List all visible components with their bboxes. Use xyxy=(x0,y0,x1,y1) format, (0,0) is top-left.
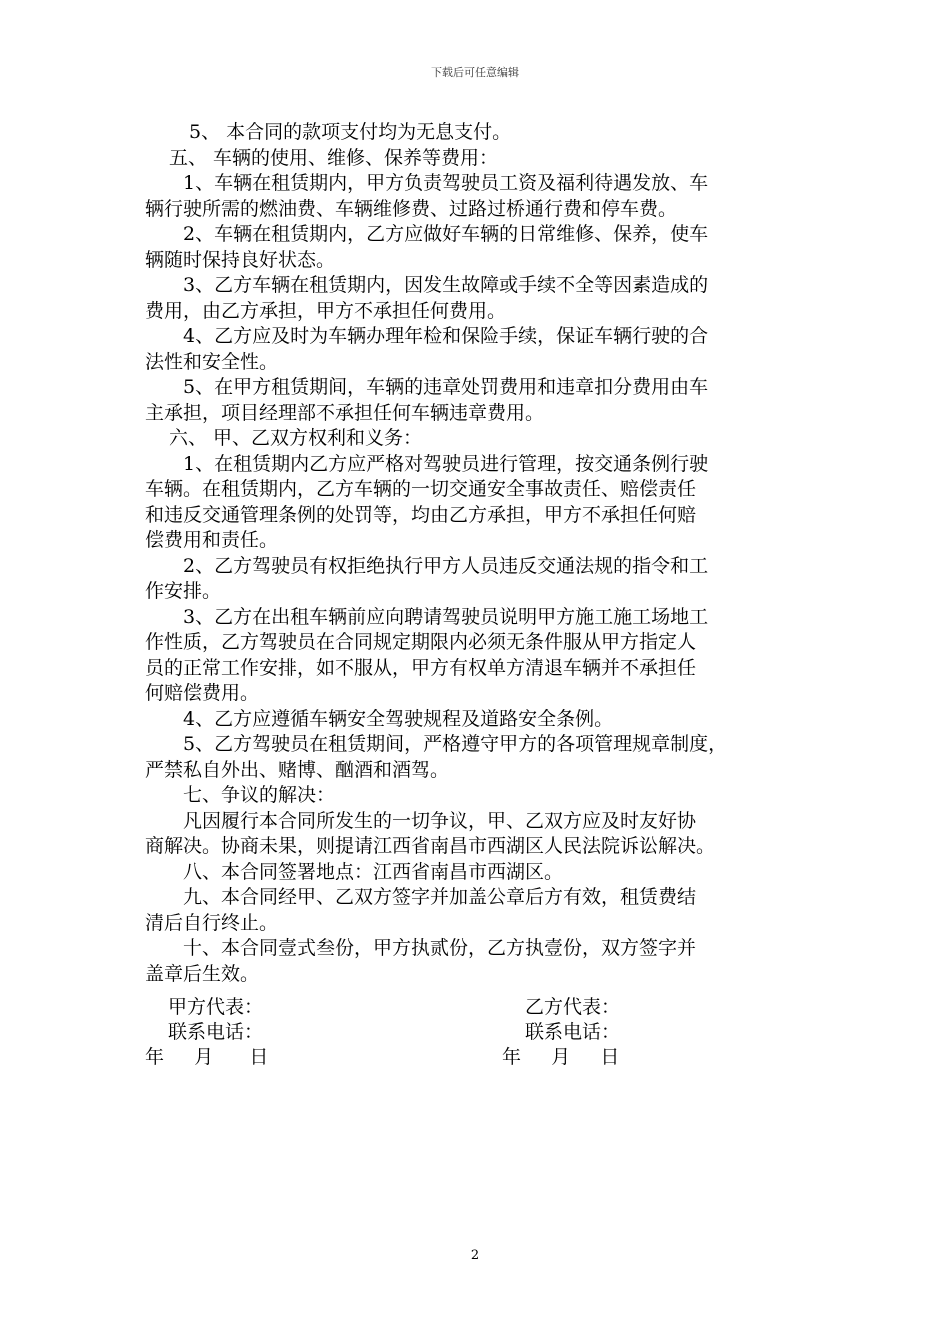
section-7-heading xyxy=(145,783,825,809)
text-line: 盖章后生效。 xyxy=(145,962,260,985)
clause-6-1 xyxy=(145,452,825,554)
party-a-representative: 甲方代表： xyxy=(168,996,264,1018)
text-line: 凡因履行本合同所发生的一切争议，甲、乙双方应及时友好协 xyxy=(183,809,697,832)
text-line: 4、乙方应及时为车辆办理年检和保险手续，保证车辆行驶的合 xyxy=(183,325,709,347)
text-line: 八、本合同签署地点：江西省南昌市西湖区。 xyxy=(183,860,564,883)
text-line: 六、 甲、乙双方权利和义务： xyxy=(169,427,423,449)
text-line: 作性质，乙方驾驶员在合同规定期限内必须无条件服从甲方指定人 xyxy=(145,631,697,653)
text-line: 3、乙方在出租车辆前应向聘请驾驶员说明甲方施工施工场地工 xyxy=(183,605,709,628)
clause-4-5 xyxy=(145,120,825,146)
text-line: 五、 车辆的使用、维修、保养等费用： xyxy=(169,146,499,169)
party-b-date: 年 月 日 xyxy=(502,1046,620,1068)
text-line: 严禁私自外出、赌博、酗酒和酒驾。 xyxy=(145,758,450,781)
text-line: 1、在租赁期内乙方应严格对驾驶员进行管理，按交通条例行驶 xyxy=(183,452,709,475)
section-5-heading xyxy=(145,146,825,172)
section-10 xyxy=(145,936,825,987)
contract-body xyxy=(145,120,825,987)
text-line: 5、 本合同的款项支付均为无息支付。 xyxy=(189,121,512,143)
clause-6-5 xyxy=(145,732,825,783)
text-line: 辆行驶所需的燃油费、车辆维修费、过路过桥通行费和停车费。 xyxy=(145,197,678,220)
text-line: 七、争议的解决： xyxy=(183,784,336,806)
text-line: 2、车辆在租赁期内，乙方应做好车辆的日常维修、保养，使车 xyxy=(183,223,709,245)
text-line: 商解决。协商未果，则提请江西省南昌市西湖区人民法院诉讼解决。 xyxy=(145,835,716,857)
text-line: 九、本合同经甲、乙双方签字并加盖公章后方有效，租赁费结 xyxy=(183,886,697,908)
page-header: 下载后可任意编辑 xyxy=(431,66,519,79)
text-line: 4、乙方应遵循车辆安全驾驶规程及道路安全条例。 xyxy=(183,707,614,730)
clause-5-3 xyxy=(145,273,825,324)
text-line: 5、乙方驾驶员在租赁期间，严格遵守甲方的各项管理规章制度， xyxy=(183,733,728,755)
text-line: 辆随时保持良好状态。 xyxy=(145,248,336,271)
text-line: 费用，由乙方承担，甲方不承担任何费用。 xyxy=(145,299,507,322)
clause-6-4 xyxy=(145,707,825,733)
section-8 xyxy=(145,860,825,886)
clause-5-1 xyxy=(145,171,825,222)
party-b-representative: 乙方代表： xyxy=(525,996,621,1018)
text-line: 何赔偿费用。 xyxy=(145,682,260,704)
text-line: 法性和安全性。 xyxy=(145,350,279,373)
text-line: 车辆。在租赁期内，乙方车辆的一切交通安全事故责任、赔偿责任 xyxy=(145,478,697,500)
clause-5-4 xyxy=(145,324,825,375)
clause-6-3 xyxy=(145,605,825,707)
section-6-heading xyxy=(145,426,825,452)
clause-7-body xyxy=(145,809,825,860)
text-line: 1、车辆在租赁期内，甲方负责驾驶员工资及福利待遇发放、车 xyxy=(183,172,709,194)
text-line: 2、乙方驾驶员有权拒绝执行甲方人员违反交通法规的指令和工 xyxy=(183,554,709,577)
text-line: 清后自行终止。 xyxy=(145,911,279,934)
clause-6-2 xyxy=(145,554,825,605)
clause-5-5 xyxy=(145,375,825,426)
clause-5-2 xyxy=(145,222,825,273)
party-a-date: 年 月 日 xyxy=(145,1046,269,1068)
party-b-phone: 联系电话： xyxy=(525,1021,621,1043)
text-line: 作安排。 xyxy=(145,580,222,602)
section-9 xyxy=(145,885,825,936)
text-line: 偿费用和责任。 xyxy=(145,529,279,551)
page-number: 2 xyxy=(470,1248,480,1263)
party-a-phone: 联系电话： xyxy=(168,1021,264,1043)
text-line: 5、在甲方租赁期间，车辆的违章处罚费用和违章扣分费用由车 xyxy=(183,376,709,398)
text-line: 十、本合同壹式叁份，甲方执贰份，乙方执壹份，双方签字并 xyxy=(183,937,697,959)
text-line: 员的正常工作安排，如不服从，甲方有权单方清退车辆并不承担任 xyxy=(145,656,697,679)
text-line: 和违反交通管理条例的处罚等，均由乙方承担，甲方不承担任何赔 xyxy=(145,503,697,526)
text-line: 主承担，项目经理部不承担任何车辆违章费用。 xyxy=(145,401,545,424)
text-line: 3、乙方车辆在租赁期内，因发生故障或手续不全等因素造成的 xyxy=(183,274,709,296)
